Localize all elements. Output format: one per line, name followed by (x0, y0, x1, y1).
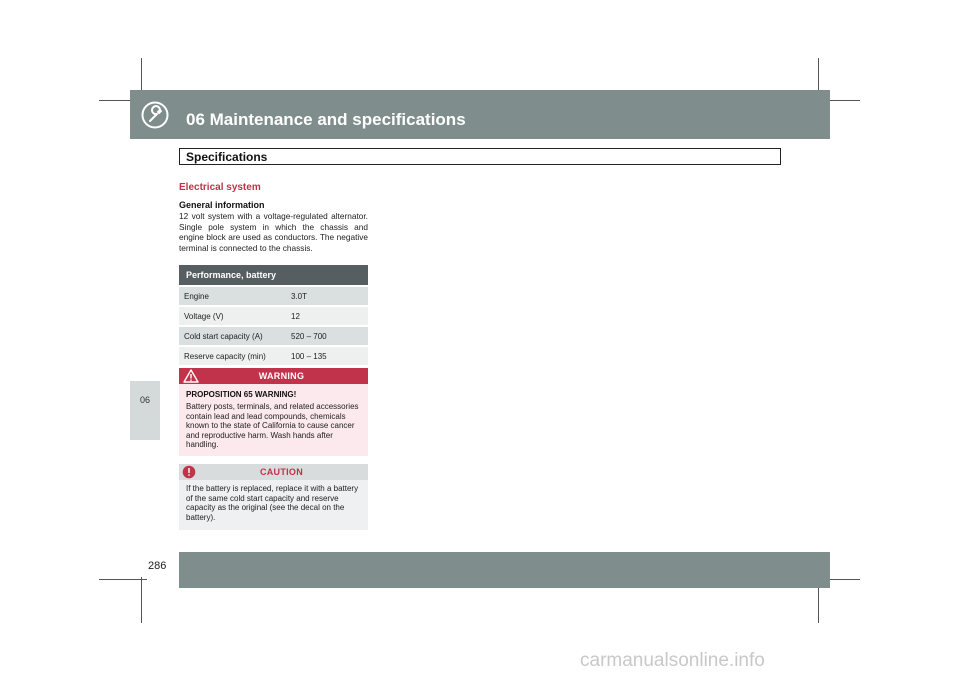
chapter-title: 06 Maintenance and specifications (186, 110, 466, 129)
warning-header (179, 368, 368, 384)
table-row (179, 307, 368, 325)
table-cell-value: 520 – 700 (291, 332, 327, 341)
body-paragraph: 12 volt system with a voltage-regulated alternator. Single pole system in which the chassis and engine block are used as conductors. The negative terminal is connected to the chassis. (179, 211, 368, 253)
table-cell-value: 3.0T (291, 292, 308, 301)
warning-title: PROPOSITION 65 WARNING! (186, 390, 297, 399)
table-row (179, 287, 368, 305)
warning-body: Battery posts, terminals, and related accessories contain lead and lead compounds, chemicals known to the state of California to cause cancer and reproductive harm. Wash hands after handling. (186, 402, 359, 450)
side-tab-label: 06 (139, 395, 150, 405)
page-number: 286 (148, 560, 167, 572)
table-cell-label: Engine (184, 292, 209, 301)
section-heading: Electrical system (179, 182, 261, 193)
section-bar (179, 148, 781, 165)
footer-band (179, 552, 830, 588)
table-cell-label: Cold start capacity (A) (184, 332, 263, 341)
chapter-side-tab (130, 381, 160, 440)
table-row (179, 327, 368, 345)
table-cell-label: Voltage (V) (184, 312, 224, 321)
section-title: Specifications (186, 150, 268, 164)
wrench-icon (140, 100, 170, 130)
subheading: General information (179, 200, 265, 210)
performance-table-title: Performance, battery (179, 265, 368, 285)
warning-label: WARNING (258, 371, 305, 381)
table-cell-value: 12 (291, 312, 300, 321)
watermark: carmanualsonline.info (580, 650, 765, 671)
caution-label: CAUTION (259, 467, 304, 477)
table-cell-value: 100 – 135 (291, 352, 327, 361)
warning-box (179, 368, 368, 456)
caution-header (179, 464, 368, 480)
table-cell-label: Reserve capacity (min) (184, 352, 266, 361)
crop-mark (99, 579, 147, 580)
chapter-icon-box (130, 90, 179, 139)
crop-mark (141, 577, 142, 623)
table-row (179, 347, 368, 365)
caution-box (179, 464, 368, 530)
performance-table (179, 265, 368, 365)
caution-body: If the battery is replaced, replace it with a battery of the same cold start capacity and reserve capacity as the original (see the decal on the battery). (186, 484, 359, 522)
